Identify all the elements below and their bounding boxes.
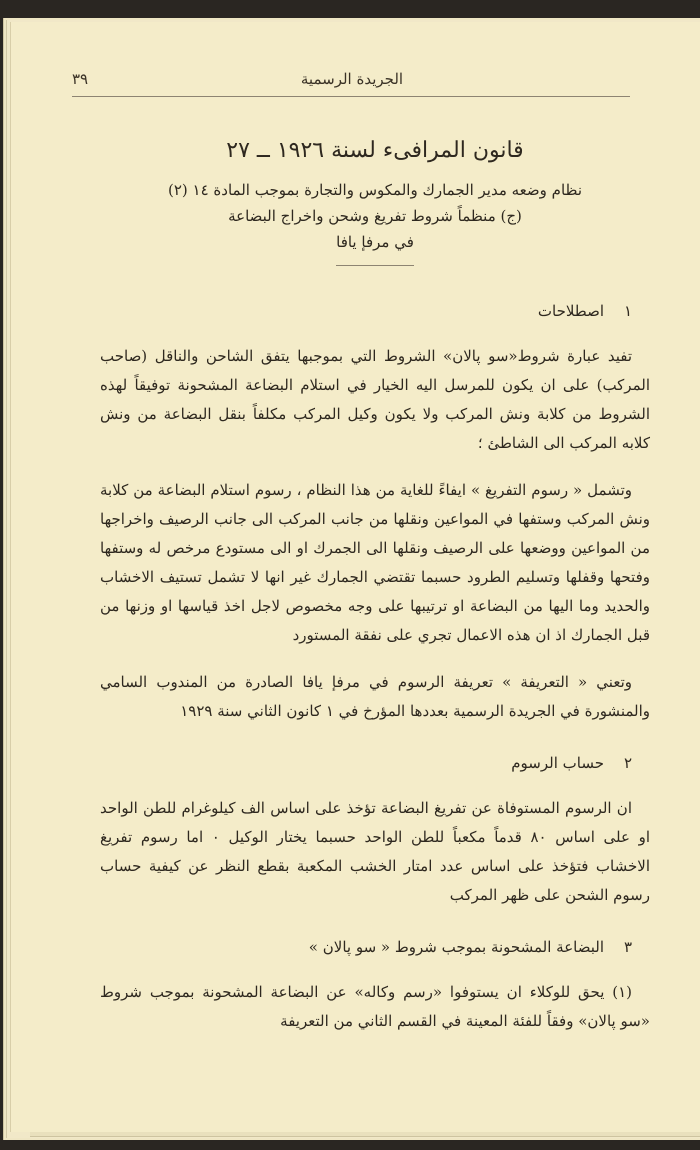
section-heading <box>100 302 650 320</box>
document-body <box>100 130 650 1036</box>
paragraph: وتعني « التعريفة » تعريفة الرسوم في مرفإ يافا الصادرة من المندوب السامي والمنشورة في الجريدة الرسمية بعددها المؤرخ في ١ كانون الثاني سنة ١٩٢٩ <box>100 673 650 720</box>
page-bottom-edge <box>30 1132 700 1137</box>
header-rule <box>72 96 630 97</box>
section-title: اصطلاحات <box>537 302 604 320</box>
subtitle-line: نظام وضعه مدير الجمارك والمكوس والتجارة بموجب المادة ١٤ (٢) <box>167 181 583 199</box>
section-number: ٢ <box>623 754 632 772</box>
section-number: ٣ <box>623 938 632 956</box>
page-number: ٣٩ <box>72 70 89 88</box>
running-header <box>72 70 632 96</box>
paragraph: (١) يحق للوكلاء ان يستوفوا «رسم وكاله» عن البضاعة المشحونة بموجب شروط «سو پالان» وفقاً للفئة المعينة في القسم الثاني من التعريفة <box>100 983 650 1030</box>
section-heading <box>100 938 650 956</box>
section-title: حساب الرسوم <box>511 754 604 772</box>
section-number: ١ <box>623 302 632 320</box>
paragraph: وتشمل « رسوم التفريغ » ايفاءً للغاية من هذا النظام ، رسوم استلام البضاعة من كلابة ونش المركب وستفها في المواعين ونقلها من جانب المركب الى جانب الرصيف واخراجها من المواعين ووضعها على الرصيف ونقلها الى الجمرك او الى مستودع مرخص له وستفها وفتحها وقفلها وتسليم الطرود حسبما تقتضي الجمارك غير انها لا تشمل تستيف الاخشاب والحديد وما اليها من البضاعة او ترتيبها على وجه مخصوص لاجل اخذ قياسها او وزنها من قبل الجمارك اذ ان هذه الاعمال تجري على نفقة المستورد <box>100 481 650 644</box>
section-heading <box>100 754 650 772</box>
gazette-title: الجريدة الرسمية <box>300 70 404 88</box>
law-title: قانون المرافىء لسنة ١٩٢٦ ــ ٢٧ <box>226 138 524 163</box>
title-divider <box>336 265 414 266</box>
subtitle-line: (ج) منظماً شروط تفريغ وشحن واخراج البضاعة <box>228 207 522 225</box>
paragraph: ان الرسوم المستوفاة عن تفريغ البضاعة تؤخذ على اساس الف كيلوغرام للطن الواحد او على اساس ٨٠ قدماً مكعباً للطن الواحد حسبما يختار الوكيل ٠ اما رسوم تفريغ الاخشاب فتؤخذ على اساس عدد امتار الخشب المكعبة بقطع النظر عن كيفية حساب رسوم الشحن على ظهر المركب <box>100 799 651 904</box>
paragraph: تفيد عبارة شروط«سو پالان» الشروط التي بموجبها يتفق الشاحن والناقل (صاحب المركب) على ان يكون للمرسل اليه الخيار في استلام البضاعة المشحونة توفيقاً لهذه الشروط من كلابة ونش المركب ولا يكون وكيل المركب مكلفاً بنقل البضاعة من ونش كلابه المركب الى الشاطئ ؛ <box>100 347 651 452</box>
subtitle-line: في مرفإ يافا <box>336 233 414 251</box>
section-title: البضاعة المشحونة بموجب شروط « سو پالان » <box>308 938 604 956</box>
